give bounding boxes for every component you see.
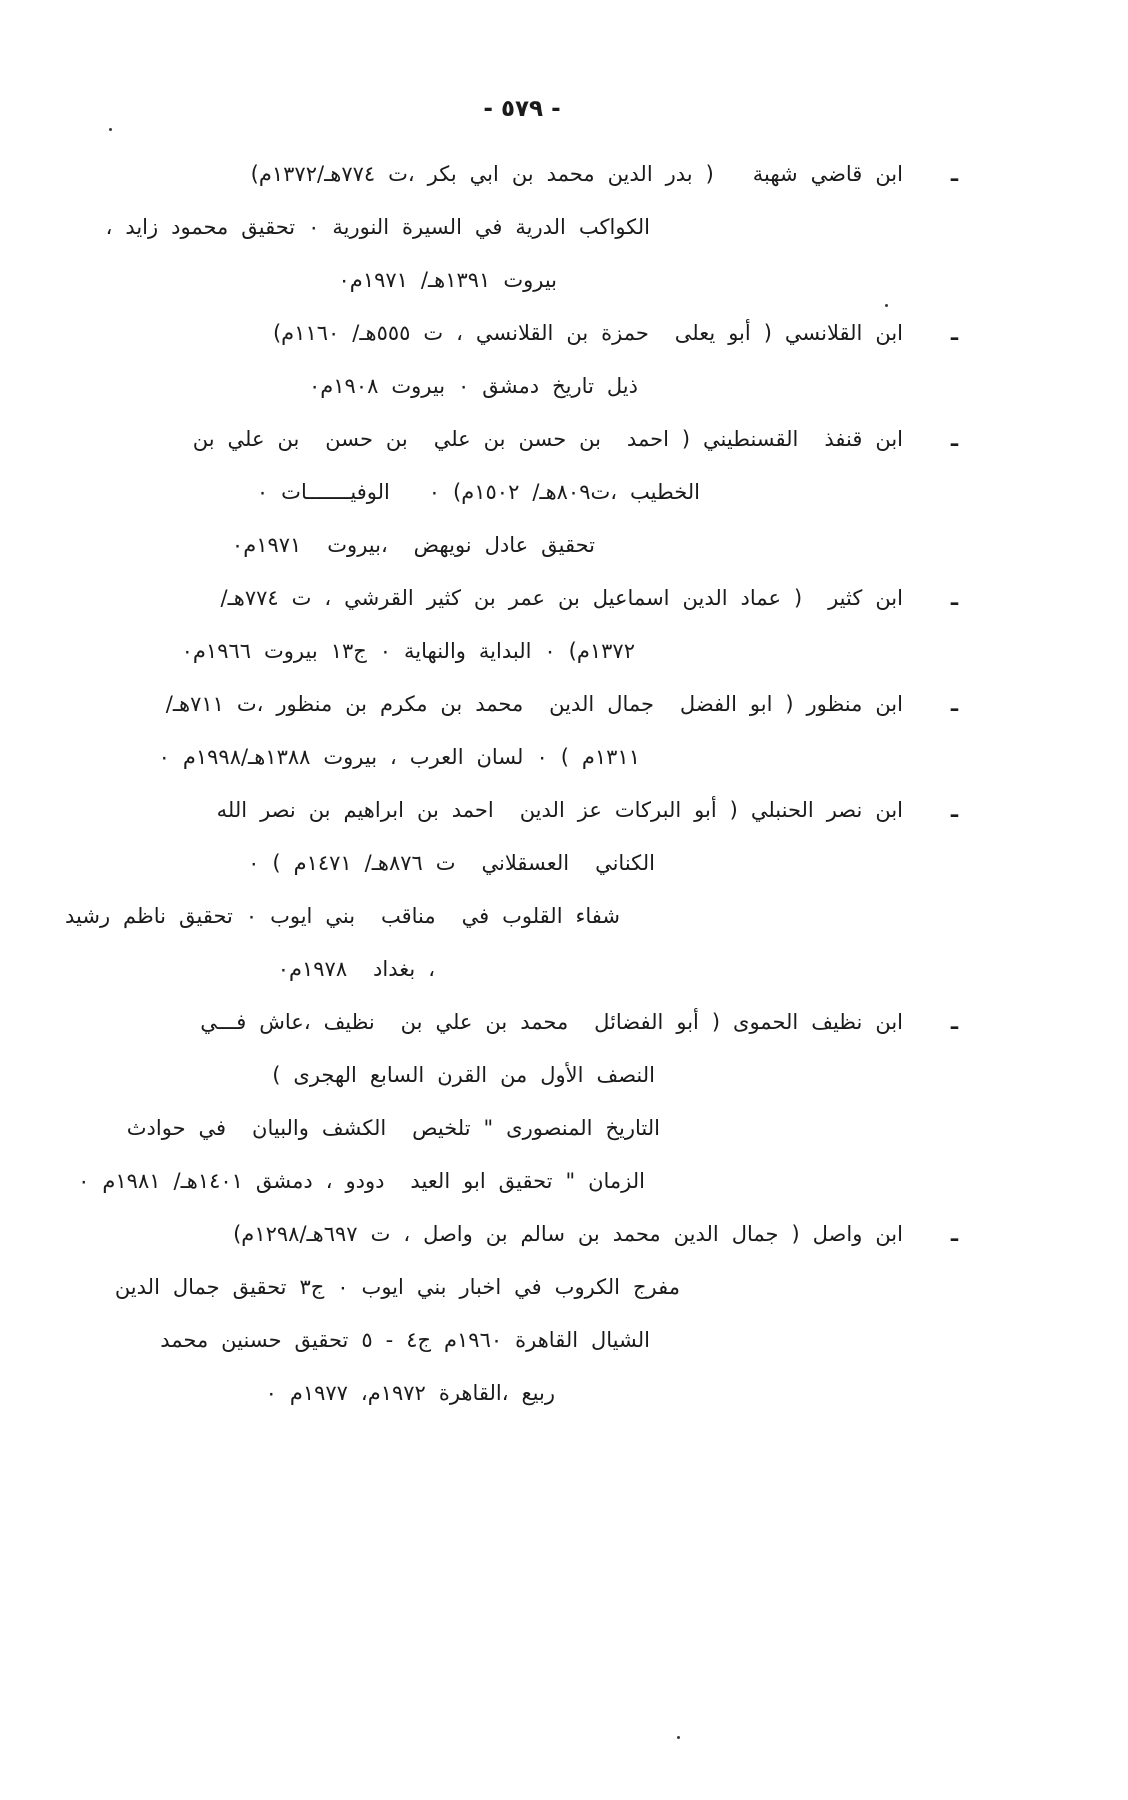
entry-line: الكناني العسقلاني ت ٨٧٦هـ/ ١٤٧١م ) ٠ — [248, 851, 655, 875]
page-number: - ٥٧٩ - — [483, 96, 561, 122]
entry-head-text: ابن نصر الحنبلي ( أبو البركات عز الدين احمد بن ابراهيم بن نصر الله — [216, 798, 903, 822]
entry-marker: ـ — [950, 692, 958, 716]
entry-line: الشيال القاهرة ١٩٦٠م ج٤ - ٥ تحقيق حسنين محمد — [160, 1328, 650, 1352]
entry-line: ربيع ،القاهرة ١٩٧٢م، ١٩٧٧م ٠ — [265, 1381, 555, 1405]
entry-marker: ـ — [950, 798, 958, 822]
entry-line: ذيل تاريخ دمشق ٠ بيروت ١٩٠٨م٠ — [308, 374, 638, 398]
entry-head-text: ابن نظيف الحموى ( أبو الفضائل محمد بن علي بن نظيف ،عاش فـــي — [200, 1010, 903, 1034]
entry-marker: ـ — [950, 162, 958, 186]
entry-line: بيروت ١٣٩١هـ/ ١٩٧١م٠ — [338, 268, 557, 292]
entry-head-text: ابن قاضي شهبة ( بدر الدين محمد بن ابي بكر ،ت ٧٧٤هـ/١٣٧٢م) — [250, 162, 903, 186]
entry-marker: ـ — [950, 321, 958, 345]
entry-head-text: ابن القلانسي ( أبو يعلى حمزة بن القلانسي ، ت ٥٥٥هـ/ ١١٦٠م) — [272, 321, 903, 345]
entry-head-text: ابن منظور ( ابو الفضل جمال الدين محمد بن مكرم بن منظور ،ت ٧١١هـ/ — [165, 692, 903, 716]
entry-head-text: ابن قنفذ القسنطيني ( احمد بن حسن بن علي بن حسن بن علي بن — [192, 427, 903, 451]
entry-head-text: ابن كثير ( عماد الدين اسماعيل بن عمر بن كثير القرشي ، ت ٧٧٤هـ/ — [220, 586, 903, 610]
bib-entry — [0, 413, 1128, 572]
entry-line: ١٣٧٢م) ٠ البداية والنهاية ٠ ج١٣ بيروت ١٩٦٦م٠ — [181, 639, 635, 663]
bib-entry — [0, 996, 1128, 1208]
bibliography-list — [0, 148, 1128, 1420]
entry-line: التاريخ المنصورى " تلخيص الكشف والبيان في حوادث — [126, 1116, 660, 1140]
bib-entry — [0, 1208, 1128, 1420]
bib-entry — [0, 572, 1128, 678]
bib-entry — [0, 784, 1128, 996]
entry-marker: ـ — [950, 1010, 958, 1034]
bib-entry — [0, 678, 1128, 784]
entry-line: مفرج الكروب في اخبار بني ايوب ٠ ج٣ تحقيق جمال الدين — [114, 1275, 680, 1299]
entry-marker: ـ — [950, 1222, 958, 1246]
entry-marker: ـ — [950, 586, 958, 610]
bib-entry — [0, 307, 1128, 413]
entry-line: الكواكب الدرية في السيرة النورية ٠ تحقيق محمود زايد ، — [105, 215, 650, 239]
entry-line: شفاء القلوب في مناقب بني ايوب ٠ تحقيق ناظم رشيد — [64, 904, 620, 928]
entry-marker: ـ — [950, 427, 958, 451]
entry-line: تحقيق عادل نويهض ،بيروت ١٩٧١م٠ — [231, 533, 595, 557]
entry-line: النصف الأول من القرن السابع الهجرى ) — [272, 1063, 655, 1087]
entry-line: الزمان " تحقيق ابو العيد دودو ، دمشق ١٤٠١هـ/ ١٩٨١م ٠ — [78, 1169, 645, 1193]
entry-line: ١٣١١م ) ٠ لسان العرب ، بيروت ١٣٨٨هـ/١٩٩٨م ٠ — [158, 745, 640, 769]
scan-speck — [109, 128, 112, 131]
scan-speck — [677, 1736, 680, 1739]
entry-line: الخطيب ،ت٨٠٩هـ/ ١٥٠٢م) ٠ الوفيـــــــات ٠ — [256, 480, 700, 504]
entry-line: ، بغداد ١٩٧٨م٠ — [277, 957, 435, 981]
entry-head-text: ابن واصل ( جمال الدين محمد بن سالم بن واصل ، ت ٦٩٧هـ/١٢٩٨م) — [233, 1222, 903, 1246]
bib-entry — [0, 148, 1128, 307]
